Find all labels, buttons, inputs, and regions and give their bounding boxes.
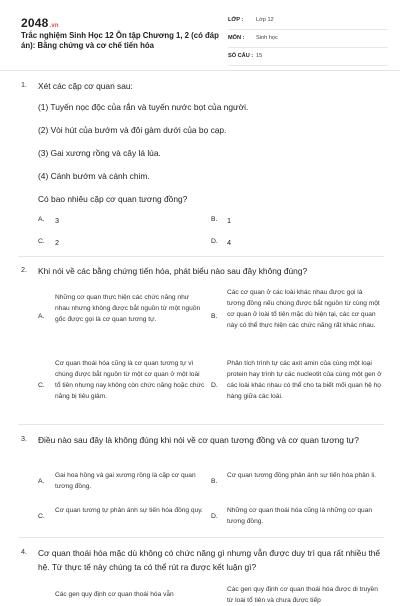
option-text: Các gen quy định cơ quan thoái hóa được di truyền từ loài tổ tiên và chưa được tiếp — [227, 586, 378, 604]
question-text: Điều nào sau đây là không đúng khi nói về cơ quan tương đồng và cơ quan tương tự? — [38, 435, 359, 445]
meta-label: LỚP : — [228, 17, 244, 23]
meta-row-grade — [228, 14, 388, 30]
meta-value: Sinh học — [256, 35, 278, 41]
option-text: Phân tích trình tự các axit amin của cùng một loại protein hay trình tự các nucleotit của cùng một gen ở các loài khác nhau có thể cho ta biết mối quan hệ họ hàng giữa các loài. — [227, 360, 382, 400]
option-letter: A. — [38, 313, 45, 320]
meta-row-subject — [228, 32, 388, 48]
option-letter: D. — [211, 238, 218, 245]
meta-info — [228, 14, 388, 68]
meta-row-count — [228, 50, 388, 66]
question-text: Cơ quan thoái hóa mặc dù không có chức năng gì nhưng vẫn được duy trì qua rất nhiều thế hệ. Từ thực tế này chúng ta có thể rút ra được kết luận gì? — [38, 548, 381, 572]
option-letter: A. — [38, 216, 45, 223]
question-prompt: Có bao nhiêu cặp cơ quan tương đồng? — [38, 194, 188, 204]
option-text: Cơ quan tương đồng phản ánh sự tiến hóa phân li. — [227, 472, 377, 479]
option-text: Các gen quy định cơ quan thoái hóa vẫn — [55, 591, 174, 598]
option-text: Cơ quan thoái hóa cũng là cơ quan tương tự vì chúng được bắt nguồn từ một cơ quan ở một loài tổ tiên nhưng nay không còn chức năng hoặc chức năng bị tiêu giảm. — [55, 360, 205, 400]
statement-3: (3) Gai xương rồng và cây lá lúa. — [38, 148, 161, 158]
statement-4: (4) Cánh bướm và cánh chim. — [38, 171, 150, 181]
option-text: Cơ quan tương tự phản ánh sự tiến hóa đồng quy. — [55, 507, 203, 514]
statement-2: (2) Vòi hút của bướm và đôi gàm dưới của bọ cạp. — [38, 125, 227, 135]
question-number: 1. — [21, 80, 27, 89]
option-letter: D. — [211, 382, 218, 389]
option-text: Những cơ quan thoái hóa cũng là những cơ quan tương đồng. — [227, 507, 373, 525]
question-text: Khi nói về các bằng chứng tiến hóa, phát biểu nào sau đây không đúng? — [38, 266, 308, 276]
option-text: Các cơ quan ở các loài khác nhau được gọi là tương đồng nếu chúng được bắt nguồn từ cùng một cơ quan ở loài tổ tiên mặc dù hiện tại, các cơ quan này có thể thực hiện các chức năng rất khác nhau. — [227, 289, 380, 329]
option-text: 4 — [227, 238, 232, 247]
logo-suffix: .vn — [49, 23, 59, 29]
option-text: 2 — [55, 238, 60, 247]
option-text: 3 — [55, 216, 60, 225]
question-text: Xét các cặp cơ quan sau: — [38, 81, 133, 91]
option-letter: A. — [38, 478, 45, 485]
option-letter: C. — [38, 238, 45, 245]
document-title: Trắc nghiệm Sinh Học 12 Ôn tập Chương 1, 2 (có đáp án): Bằng chứng và cơ chế tiến hóa — [21, 31, 219, 50]
question-number: 3. — [21, 434, 27, 443]
question-number: 2. — [21, 265, 27, 274]
statement-1: (1) Tuyến nọc độc của rắn và tuyến nước bọt của người. — [38, 102, 249, 112]
page-header — [0, 0, 400, 71]
option-text: 1 — [227, 216, 232, 225]
option-letter: C. — [38, 382, 45, 389]
option-text: Gai hoa hồng và gai xương rồng là cặp cơ quan tương đồng. — [55, 472, 196, 490]
option-letter: D. — [211, 513, 218, 520]
question-number: 4. — [21, 547, 27, 556]
option-letter: B. — [211, 313, 218, 320]
option-letter: B. — [211, 478, 218, 485]
option-letter: B. — [211, 216, 218, 223]
option-letter: C. — [38, 513, 45, 520]
question-divider — [18, 424, 384, 425]
meta-value: 15 — [256, 53, 263, 59]
site-logo[interactable] — [21, 16, 59, 30]
question-divider — [18, 256, 384, 257]
meta-value: Lớp 12 — [256, 17, 274, 23]
meta-label: MÔN : — [228, 35, 245, 41]
option-text: Những cơ quan thực hiện các chức năng như nhau nhưng không được bắt nguồn từ một nguồn gốc được gọi là cơ quan tương tự. — [55, 294, 201, 323]
question-divider — [18, 537, 384, 538]
logo-main: 2048 — [21, 16, 49, 30]
meta-label: SỐ CÂU : — [228, 53, 254, 59]
